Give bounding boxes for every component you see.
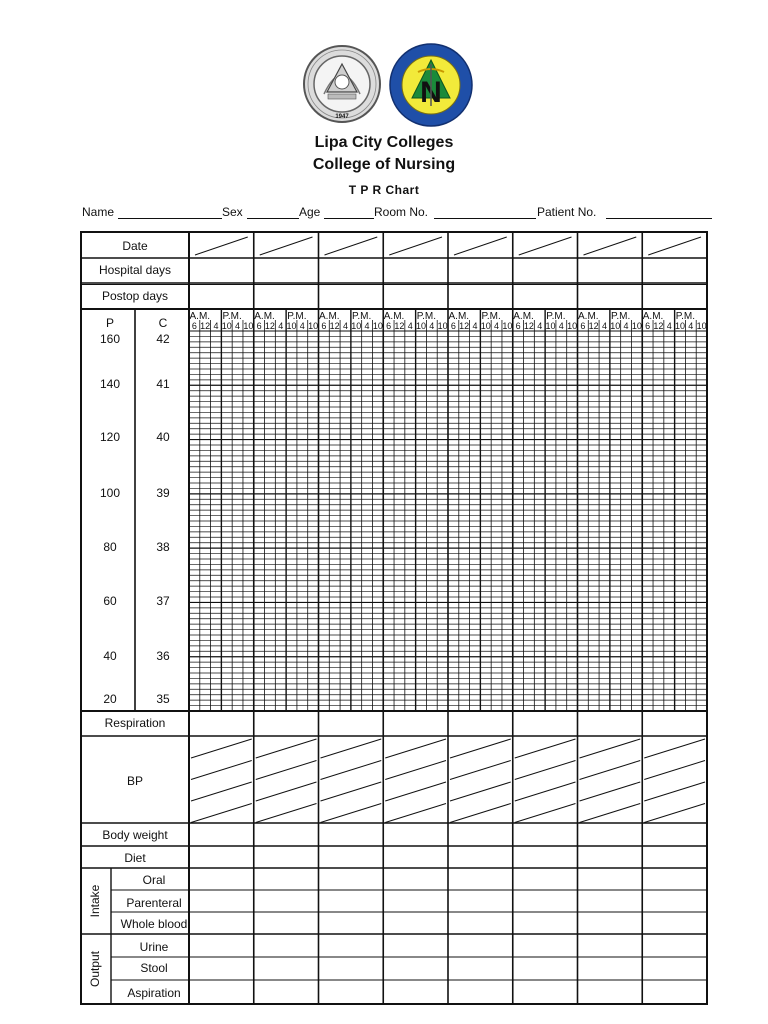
shift-hour-label: 6 <box>515 321 521 331</box>
shift-hour-label: 6 <box>645 321 651 331</box>
shift-hour-label: 10 <box>351 321 362 331</box>
bp-slash <box>644 761 705 780</box>
shift-hour-label: 10 <box>631 321 642 331</box>
shift-pm-label: P.M. <box>287 311 307 322</box>
row-label-bp: BP <box>126 774 144 788</box>
group-label-intake: Intake <box>88 884 102 918</box>
bp-slash <box>644 739 705 758</box>
bp-slash <box>385 804 446 823</box>
name-label: Name <box>82 205 115 219</box>
shift-pm-label: P.M. <box>546 311 566 322</box>
bp-slash <box>321 739 382 758</box>
pulse-value: 100 <box>99 486 121 500</box>
shift-hour-label: 4 <box>235 321 241 331</box>
row-label-postop-days: Postop days <box>101 289 169 303</box>
shift-hour-label: 4 <box>688 321 694 331</box>
bp-slash <box>580 761 641 780</box>
date-slash <box>325 237 378 255</box>
celsius-value: 35 <box>156 692 170 706</box>
shift-hour-label: 10 <box>416 321 427 331</box>
seal-year: 1947 <box>335 114 349 120</box>
bp-slash <box>256 761 317 780</box>
shift-am-label: A.M. <box>513 311 534 322</box>
shift-hour-label: 4 <box>623 321 629 331</box>
bp-slash <box>644 804 705 823</box>
bp-slash <box>385 739 446 758</box>
shift-hour-label: 12 <box>200 321 211 331</box>
shift-hour-label: 6 <box>321 321 327 331</box>
shift-hour-label: 12 <box>653 321 664 331</box>
bp-slash <box>321 761 382 780</box>
row-label-body-weight: Body weight <box>102 828 168 842</box>
shift-hour-label: 10 <box>610 321 621 331</box>
bp-slash <box>191 739 252 758</box>
row-label-stool: Stool <box>140 961 168 975</box>
row-label-aspiration: Aspiration <box>127 986 181 1000</box>
institution-name: Lipa City Colleges <box>314 134 454 151</box>
shift-hour-label: 6 <box>256 321 262 331</box>
shift-hour-label: 4 <box>558 321 564 331</box>
shift-hour-label: 12 <box>264 321 275 331</box>
shift-am-label: A.M. <box>189 311 211 322</box>
celsius-value: 36 <box>156 649 170 663</box>
bp-slash <box>580 804 641 823</box>
bp-slash <box>580 739 641 758</box>
shift-hour-label: 4 <box>278 321 284 331</box>
chart-title: T P R Chart <box>348 183 420 197</box>
shift-hour-label: 12 <box>329 321 340 331</box>
celsius-value: 40 <box>156 430 170 444</box>
shift-hour-label: 4 <box>494 321 500 331</box>
shift-hour-label: 4 <box>213 321 219 331</box>
shift-hour-label: 12 <box>523 321 534 331</box>
bp-slash <box>515 804 576 823</box>
college-name: College of Nursing <box>312 156 456 173</box>
shift-hour-label: 10 <box>696 321 707 331</box>
bp-slash <box>191 761 252 780</box>
bp-slash <box>450 804 511 823</box>
date-slash <box>195 237 248 255</box>
shift-hour-label: 4 <box>342 321 348 331</box>
shift-hour-label: 6 <box>386 321 392 331</box>
celsius-value: 42 <box>156 332 170 346</box>
pulse-value: 160 <box>99 332 121 346</box>
shift-am-label: A.M. <box>383 311 405 322</box>
shift-pm-label: P.M. <box>416 311 437 322</box>
shift-hour-label: 4 <box>299 321 305 331</box>
celsius-value: 38 <box>156 540 170 554</box>
shift-hour-label: 4 <box>537 321 543 331</box>
bp-slash <box>515 761 576 780</box>
date-slash <box>584 237 637 255</box>
date-slash <box>519 237 572 255</box>
shift-hour-label: 6 <box>450 321 456 331</box>
date-slash <box>389 237 442 255</box>
shift-hour-label: 10 <box>308 321 319 331</box>
pulse-header: P <box>105 316 115 330</box>
bp-slash <box>515 782 576 801</box>
shift-hour-label: 4 <box>364 321 370 331</box>
patient-no-label: Patient No. <box>537 205 597 219</box>
bp-slash <box>385 782 446 801</box>
bp-slash <box>191 782 252 801</box>
shift-am-label: A.M. <box>642 311 664 322</box>
bp-slash <box>580 782 641 801</box>
pulse-value: 80 <box>103 540 117 554</box>
pulse-value: 20 <box>103 692 117 706</box>
shift-hour-label: 10 <box>437 321 448 331</box>
shift-hour-label: 10 <box>221 321 232 331</box>
row-label-urine: Urine <box>139 940 169 954</box>
row-label-hospital-days: Hospital days <box>98 263 172 277</box>
celsius-value: 39 <box>156 486 170 500</box>
bp-slash <box>256 782 317 801</box>
celsius-value: 41 <box>156 377 170 391</box>
row-label-respiration: Respiration <box>104 716 166 730</box>
pulse-value: 120 <box>99 430 121 444</box>
bp-slash <box>256 804 317 823</box>
shift-hour-label: 12 <box>588 321 599 331</box>
bp-slash <box>515 739 576 758</box>
shift-hour-label: 10 <box>545 321 556 331</box>
shift-am-label: A.M. <box>254 311 275 322</box>
shift-hour-label: 10 <box>372 321 383 331</box>
seal-letter: N <box>420 76 442 109</box>
shift-pm-label: P.M. <box>352 311 372 322</box>
group-label-output: Output <box>88 950 102 988</box>
shift-hour-label: 4 <box>666 321 672 331</box>
shift-hour-label: 4 <box>407 321 413 331</box>
shift-am-label: A.M. <box>448 311 470 322</box>
row-label-oral: Oral <box>142 873 166 887</box>
shift-hour-label: 12 <box>459 321 470 331</box>
shift-pm-label: P.M. <box>481 311 501 322</box>
shift-hour-label: 10 <box>480 321 491 331</box>
shift-hour-label: 6 <box>580 321 586 331</box>
date-slash <box>260 237 313 255</box>
bp-slash <box>450 739 511 758</box>
pulse-value: 40 <box>103 649 117 663</box>
celsius-header: C <box>158 316 168 330</box>
shift-hour-label: 10 <box>243 321 254 331</box>
bp-slash <box>321 782 382 801</box>
shift-am-label: A.M. <box>578 311 599 322</box>
room-no-label: Room No. <box>374 205 429 219</box>
date-slash <box>648 237 701 255</box>
shift-hour-label: 4 <box>601 321 607 331</box>
bp-slash <box>450 782 511 801</box>
shift-hour-label: 10 <box>286 321 297 331</box>
shift-pm-label: P.M. <box>222 311 242 322</box>
bp-slash <box>191 804 252 823</box>
age-label: Age <box>299 205 321 219</box>
row-label-whole-blood: Whole blood <box>120 917 188 931</box>
bp-slash <box>321 804 382 823</box>
row-label-diet: Diet <box>124 851 146 865</box>
bp-slash <box>385 761 446 780</box>
shift-hour-label: 10 <box>502 321 513 331</box>
shift-hour-label: 12 <box>394 321 405 331</box>
shift-hour-label: 10 <box>675 321 686 331</box>
celsius-value: 37 <box>156 594 170 608</box>
shift-hour-label: 6 <box>191 321 197 331</box>
shift-hour-label: 10 <box>567 321 578 331</box>
date-slash <box>454 237 507 255</box>
row-label-date: Date <box>122 239 148 253</box>
row-label-parenteral: Parenteral <box>126 896 182 910</box>
bp-slash <box>450 761 511 780</box>
shift-am-label: A.M. <box>319 311 340 322</box>
sex-label: Sex <box>222 205 243 219</box>
pulse-value: 140 <box>99 377 121 391</box>
shift-hour-label: 4 <box>429 321 435 331</box>
pulse-value: 60 <box>103 594 117 608</box>
shift-hour-label: 4 <box>472 321 478 331</box>
shift-pm-label: P.M. <box>611 311 631 322</box>
bp-slash <box>644 782 705 801</box>
bp-slash <box>256 739 317 758</box>
shift-pm-label: P.M. <box>675 311 696 322</box>
